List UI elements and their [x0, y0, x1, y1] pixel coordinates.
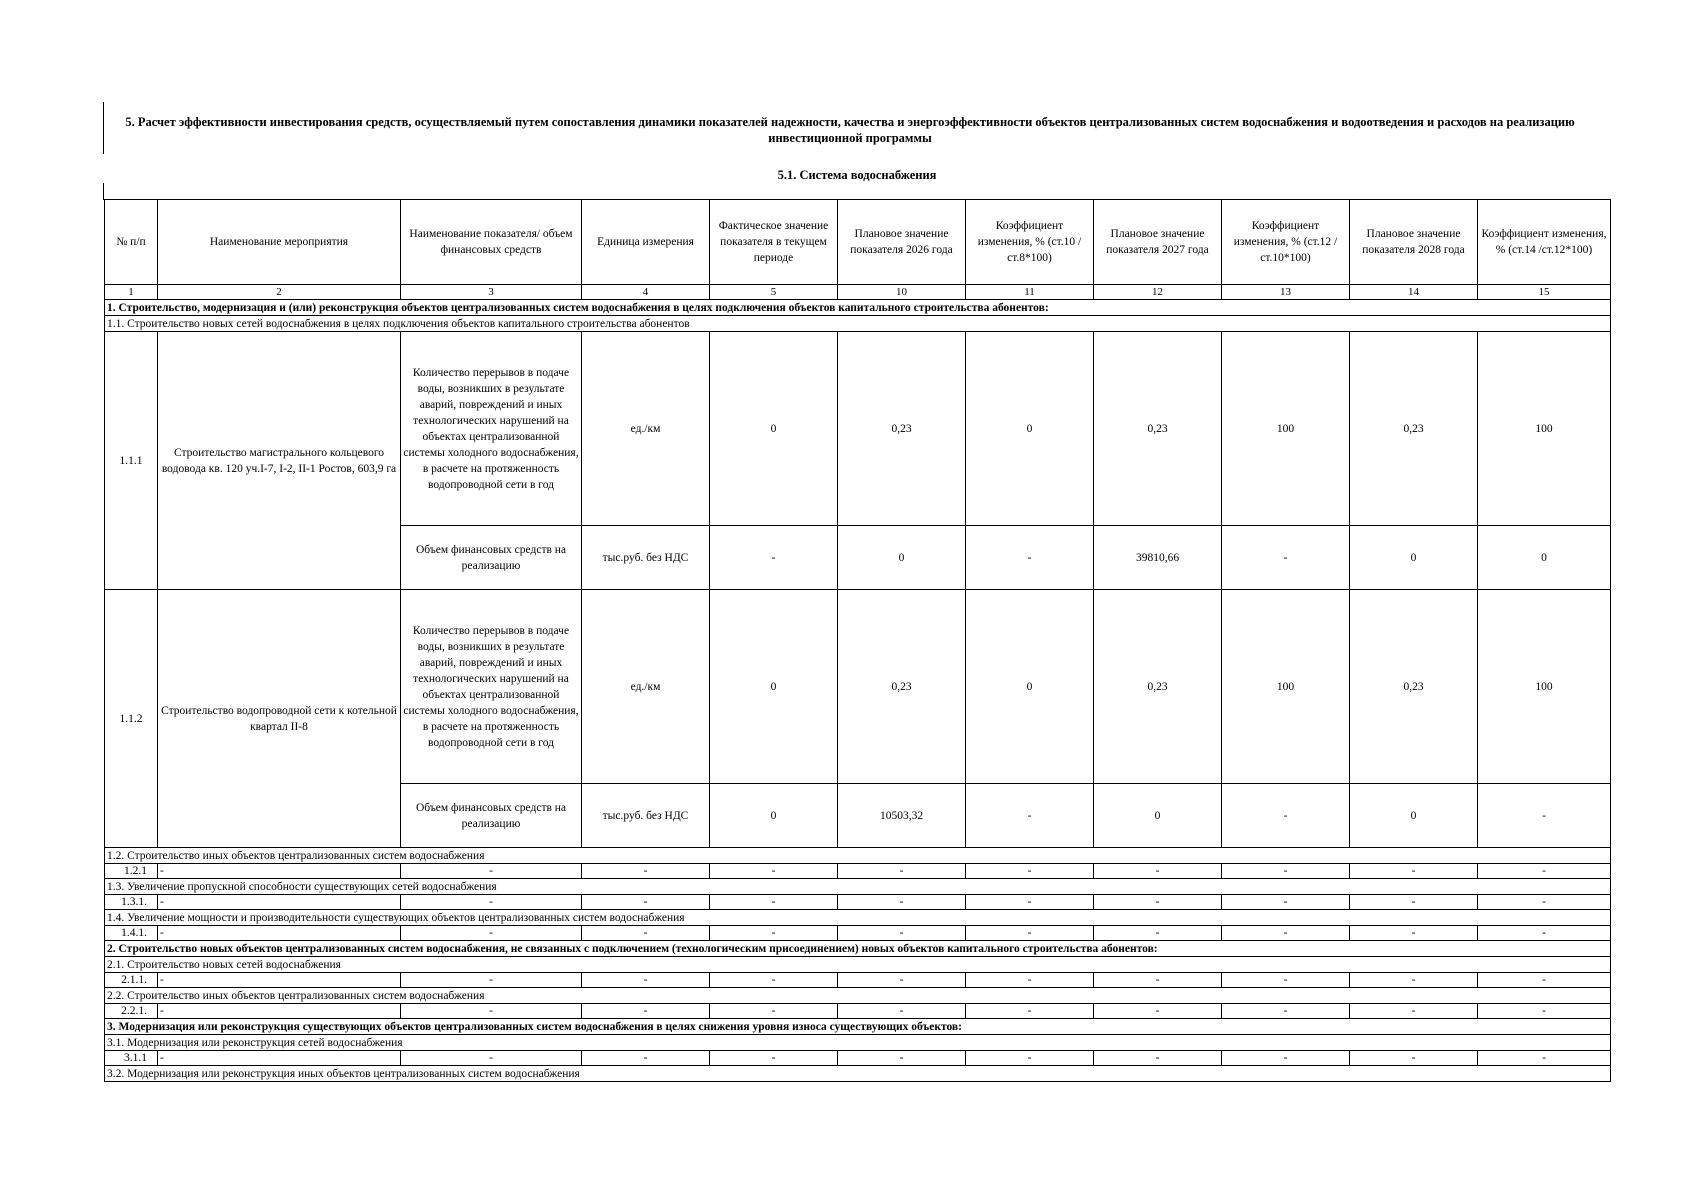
table-row [105, 590, 1611, 784]
section-heading: 1.2. Строительство иных объектов централизованных систем водоснабжения [105, 848, 1611, 864]
section-heading: 3.1. Модернизация или реконструкция сетей водоснабжения [105, 1035, 1611, 1051]
value-cell: 0,23 [1350, 332, 1478, 526]
empty-value: - [710, 864, 838, 879]
empty-value: - [1478, 864, 1611, 879]
value-cell: - [710, 526, 838, 590]
value-cell: 10503,32 [838, 784, 966, 848]
value-cell: - [1222, 784, 1350, 848]
empty-value: - [1350, 895, 1478, 910]
value-cell: 0 [710, 332, 838, 526]
value-cell: тыс.руб. без НДС [582, 526, 710, 590]
section-row [105, 1035, 1611, 1051]
column-number-cell: 14 [1350, 285, 1478, 300]
empty-value: - [1350, 973, 1478, 988]
empty-value: - [1350, 864, 1478, 879]
column-number-row [105, 285, 1611, 300]
indicator-name: Объем финансовых средств на реализацию [401, 526, 582, 590]
header-cell: Плановое значение показателя 2027 года [1094, 200, 1222, 285]
empty-value: - [158, 864, 401, 879]
header-cell: Плановое значение показателя 2026 года [838, 200, 966, 285]
empty-value: - [838, 973, 966, 988]
value-cell: 100 [1478, 332, 1611, 526]
empty-value: - [582, 926, 710, 941]
indicator-name: Количество перерывов в подаче воды, возникших в результате аварий, повреждений и иных технологических нарушений на объектах централизованной системы холодного водоснабжения, в расчете на протяженность водопроводной сети в год [401, 332, 582, 526]
section-heading: 2.1. Строительство новых сетей водоснабжения [105, 957, 1611, 973]
header-cell: Единица измерения [582, 200, 710, 285]
measure-name: Строительство водопроводной сети к котельной квартал II-8 [158, 590, 401, 848]
value-cell: 0 [1094, 784, 1222, 848]
empty-value: - [966, 895, 1094, 910]
empty-value: - [710, 1051, 838, 1066]
section-row [105, 1066, 1611, 1082]
empty-value: - [1222, 926, 1350, 941]
empty-value: - [1094, 1051, 1222, 1066]
empty-value: - [838, 926, 966, 941]
empty-value: - [401, 1004, 582, 1019]
value-cell: 0,23 [838, 590, 966, 784]
table-row [105, 1051, 1611, 1066]
row-number: 1.2.1 [105, 864, 158, 879]
empty-value: - [401, 864, 582, 879]
empty-value: - [1478, 926, 1611, 941]
left-margin-line [103, 183, 104, 200]
empty-value: - [1094, 1004, 1222, 1019]
value-cell: - [1478, 784, 1611, 848]
header-cell: № п/п [105, 200, 158, 285]
indicator-name: Объем финансовых средств на реализацию [401, 784, 582, 848]
column-number-cell: 2 [158, 285, 401, 300]
empty-value: - [1478, 895, 1611, 910]
measure-name: Строительство магистрального кольцевого водовода кв. 120 уч.I-7, I-2, II-1 Ростов, 603,9 га [158, 332, 401, 590]
empty-value: - [1350, 1051, 1478, 1066]
section-heading: 1.1. Строительство новых сетей водоснабжения в целях подключения объектов капитального строительства абонентов [105, 316, 1611, 332]
column-number-cell: 1 [105, 285, 158, 300]
empty-value: - [710, 895, 838, 910]
value-cell: 0 [1350, 526, 1478, 590]
section-heading: 3.2. Модернизация или реконструкция иных объектов централизованных систем водоснабжения [105, 1066, 1611, 1082]
section-row [105, 300, 1611, 316]
empty-value: - [838, 1051, 966, 1066]
empty-value: - [1478, 1051, 1611, 1066]
header-cell: Плановое значение показателя 2028 года [1350, 200, 1478, 285]
section-row [105, 1019, 1611, 1035]
empty-value: - [1094, 895, 1222, 910]
column-number-cell: 3 [401, 285, 582, 300]
column-number-cell: 13 [1222, 285, 1350, 300]
empty-value: - [1222, 973, 1350, 988]
document-title: 5. Расчет эффективности инвестирования средств, осуществляемый путем сопоставления динамики показателей надежности, качества и энергоэффективности объектов централизованных систем водоснабжения и водоотведения и расходов на реализацию инвестиционной программы [125, 115, 1575, 145]
column-number-cell: 5 [710, 285, 838, 300]
row-number: 1.1.1 [105, 332, 158, 590]
empty-value: - [1222, 864, 1350, 879]
empty-value: - [1094, 926, 1222, 941]
empty-value: - [158, 1004, 401, 1019]
section-heading: 2. Строительство новых объектов централизованных систем водоснабжения, не связанных с подключением (технологическим присоединением) новых объектов капитального строительства абонентов: [105, 941, 1611, 957]
table-row [105, 1004, 1611, 1019]
empty-value: - [582, 864, 710, 879]
header-cell: Фактическое значение показателя в текущем периоде [710, 200, 838, 285]
indicator-name: Количество перерывов в подаче воды, возникших в результате аварий, повреждений и иных технологических нарушений на объектах централизованной системы холодного водоснабжения, в расчете на протяженность водопроводной сети в год [401, 590, 582, 784]
value-cell: ед./км [582, 590, 710, 784]
section-row [105, 848, 1611, 864]
empty-value: - [401, 973, 582, 988]
empty-value: - [158, 973, 401, 988]
row-number: 2.2.1. [105, 1004, 158, 1019]
empty-value: - [1478, 1004, 1611, 1019]
section-heading: 1.3. Увеличение пропускной способности существующих сетей водоснабжения [105, 879, 1611, 895]
section-heading: 1.4. Увеличение мощности и производительности существующих объектов централизованных систем водоснабжения [105, 910, 1611, 926]
empty-value: - [401, 1051, 582, 1066]
empty-value: - [582, 1051, 710, 1066]
section-row [105, 957, 1611, 973]
column-number-cell: 15 [1478, 285, 1611, 300]
header-row [105, 200, 1611, 285]
value-cell: - [966, 784, 1094, 848]
value-cell: 100 [1222, 332, 1350, 526]
section-row [105, 879, 1611, 895]
header-cell: Коэффициент изменения, % (ст.12 /ст.10*100) [1222, 200, 1350, 285]
empty-value: - [710, 926, 838, 941]
empty-value: - [1350, 926, 1478, 941]
empty-value: - [1222, 1051, 1350, 1066]
empty-value: - [158, 926, 401, 941]
left-margin-line [103, 102, 104, 154]
efficiency-table [104, 199, 1611, 1082]
header-cell: Коэффициент изменения, % (ст.14 /ст.12*100) [1478, 200, 1611, 285]
column-number-cell: 10 [838, 285, 966, 300]
section-row [105, 910, 1611, 926]
row-number: 1.1.2 [105, 590, 158, 848]
value-cell: тыс.руб. без НДС [582, 784, 710, 848]
empty-value: - [838, 1004, 966, 1019]
value-cell: - [966, 526, 1094, 590]
empty-value: - [158, 895, 401, 910]
table-row [105, 973, 1611, 988]
row-number: 1.3.1. [105, 895, 158, 910]
value-cell: 0,23 [1094, 590, 1222, 784]
table-row [105, 864, 1611, 879]
empty-value: - [1094, 973, 1222, 988]
row-number: 2.1.1. [105, 973, 158, 988]
value-cell: - [1222, 526, 1350, 590]
column-number-cell: 4 [582, 285, 710, 300]
column-number-cell: 11 [966, 285, 1094, 300]
empty-value: - [401, 895, 582, 910]
header-cell: Наименование мероприятия [158, 200, 401, 285]
table-row [105, 332, 1611, 526]
column-number-cell: 12 [1094, 285, 1222, 300]
value-cell: 0 [710, 784, 838, 848]
empty-value: - [966, 1004, 1094, 1019]
empty-value: - [1222, 895, 1350, 910]
value-cell: 0 [838, 526, 966, 590]
empty-value: - [1350, 1004, 1478, 1019]
empty-value: - [1094, 864, 1222, 879]
section-row [105, 316, 1611, 332]
value-cell: ед./км [582, 332, 710, 526]
header-cell: Наименование показателя/ объем финансовых средств [401, 200, 582, 285]
empty-value: - [966, 926, 1094, 941]
value-cell: 0 [710, 590, 838, 784]
header-cell: Коэффициент изменения, % (ст.10 /ст.8*100) [966, 200, 1094, 285]
value-cell: 0,23 [1094, 332, 1222, 526]
section-row [105, 941, 1611, 957]
value-cell: 0,23 [838, 332, 966, 526]
empty-value: - [710, 973, 838, 988]
empty-value: - [838, 864, 966, 879]
value-cell: 0 [966, 590, 1094, 784]
empty-value: - [1478, 973, 1611, 988]
value-cell: 100 [1478, 590, 1611, 784]
empty-value: - [710, 1004, 838, 1019]
section-heading: 2.2. Строительство иных объектов централизованных систем водоснабжения [105, 988, 1611, 1004]
empty-value: - [966, 973, 1094, 988]
empty-value: - [1222, 1004, 1350, 1019]
section-subtitle: 5.1. Система водоснабжения [777, 168, 937, 182]
row-number: 3.1.1 [105, 1051, 158, 1066]
section-heading: 1. Строительство, модернизация и (или) реконструкция объектов централизованных систем водоснабжения в целях подключения объектов капитального строительства абонентов: [105, 300, 1611, 316]
value-cell: 100 [1222, 590, 1350, 784]
empty-value: - [401, 926, 582, 941]
value-cell: 39810,66 [1094, 526, 1222, 590]
empty-value: - [582, 1004, 710, 1019]
empty-value: - [966, 864, 1094, 879]
section-heading: 3. Модернизация или реконструкция существующих объектов централизованных систем водоснабжения в целях снижения уровня износа существующих объектов: [105, 1019, 1611, 1035]
table-row [105, 926, 1611, 941]
empty-value: - [582, 973, 710, 988]
section-row [105, 988, 1611, 1004]
value-cell: 0 [966, 332, 1094, 526]
value-cell: 0 [1350, 784, 1478, 848]
table-row [105, 895, 1611, 910]
empty-value: - [838, 895, 966, 910]
row-number: 1.4.1. [105, 926, 158, 941]
empty-value: - [582, 895, 710, 910]
value-cell: 0,23 [1350, 590, 1478, 784]
empty-value: - [966, 1051, 1094, 1066]
value-cell: 0 [1478, 526, 1611, 590]
empty-value: - [158, 1051, 401, 1066]
